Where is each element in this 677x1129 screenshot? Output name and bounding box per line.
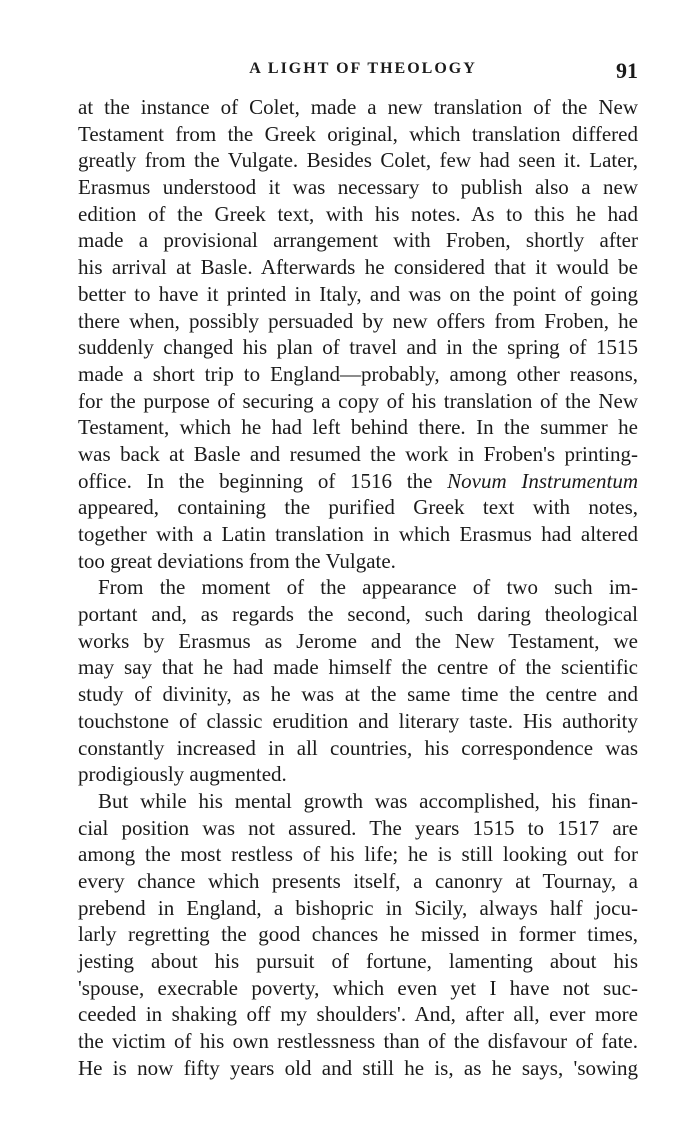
italic-title-novum-instrumentum: Novum Instrumentum	[447, 468, 638, 493]
text-line: larly regretting the good chances he missed in former times,	[78, 922, 638, 947]
text-segment: office. In the beginning of 1516 the	[78, 468, 448, 493]
text-line: made a short trip to England—probably, among other reasons,	[78, 361, 638, 386]
text-line: at the instance of Colet, made a new translation of the New	[78, 95, 638, 119]
text-line: constantly increased in all countries, his correspondence was	[78, 735, 638, 760]
text-line: every chance which presents itself, a canonry at Tournay, a	[78, 868, 638, 893]
text-line: the victim of his own restlessness than of the disfavour of fate.	[78, 1029, 638, 1054]
text-line: prebend in England, a bishopric in Sicily, always half jocu-	[78, 895, 638, 920]
text-line: ceeded in shaking off my shoulders'. And, after all, ever more	[78, 1002, 638, 1027]
page-number: 91	[616, 58, 638, 83]
text-line: Testament from the Greek original, which translation differed	[78, 121, 638, 146]
text-line: for the purpose of securing a copy of his translation of the New	[78, 388, 638, 413]
text-line: jesting about his pursuit of fortune, lamenting about his	[78, 949, 638, 973]
text-line: too great deviations from the Vulgate.	[78, 548, 396, 573]
text-line: 'spouse, execrable poverty, which even yet I have not suc-	[78, 975, 638, 1000]
text-line: Testament, which he had left behind there. In the summer he	[78, 415, 638, 440]
text-line-with-italic	[78, 468, 638, 495]
text-line: among the most restless of his life; he is still looking out for	[78, 842, 638, 867]
text-line: made a provisional arrangement with Froben, shortly after	[78, 228, 638, 253]
text-line: may say that he had made himself the centre of the scientific	[78, 655, 638, 680]
text-line: there when, possibly persuaded by new offers from Froben, he	[78, 308, 638, 333]
text-line: together with a Latin translation in which Erasmus had altered	[78, 522, 638, 546]
text-line: Erasmus understood it was necessary to publish also a new	[78, 175, 638, 200]
text-line: But while his mental growth was accomplished, his finan-	[98, 788, 638, 813]
text-line: cial position was not assured. The years 1515 to 1517 are	[78, 815, 638, 840]
text-line: study of divinity, as he was at the same time the centre and	[78, 682, 638, 707]
text-line: suddenly changed his plan of travel and in the spring of 1515	[78, 335, 638, 360]
text-line: his arrival at Basle. Afterwards he considered that it would be	[78, 255, 638, 280]
text-line: works by Erasmus as Jerome and the New Testament, we	[78, 628, 638, 653]
text-line: portant and, as regards the second, such daring theological	[78, 602, 638, 627]
text-line: was back at Basle and resumed the work in Froben's printing-	[78, 441, 638, 466]
text-line: From the moment of the appearance of two such im-	[98, 575, 638, 600]
text-line: touchstone of classic erudition and literary taste. His authority	[78, 708, 638, 733]
text-line: edition of the Greek text, with his notes. As to this he had	[78, 201, 638, 226]
body-text	[78, 94, 638, 1081]
text-line: He is now fifty years old and still he is, as he says, 'sowing	[78, 1055, 638, 1080]
text-line: greatly from the Vulgate. Besides Colet, few had seen it. Later,	[78, 148, 638, 173]
text-line: better to have it printed in Italy, and was on the point of going	[78, 281, 638, 306]
running-head	[78, 58, 638, 86]
text-line: appeared, containing the purified Greek text with notes,	[78, 495, 638, 520]
running-title: A LIGHT OF THEOLOGY	[249, 60, 477, 77]
text-line: prodigiously augmented.	[78, 762, 287, 787]
